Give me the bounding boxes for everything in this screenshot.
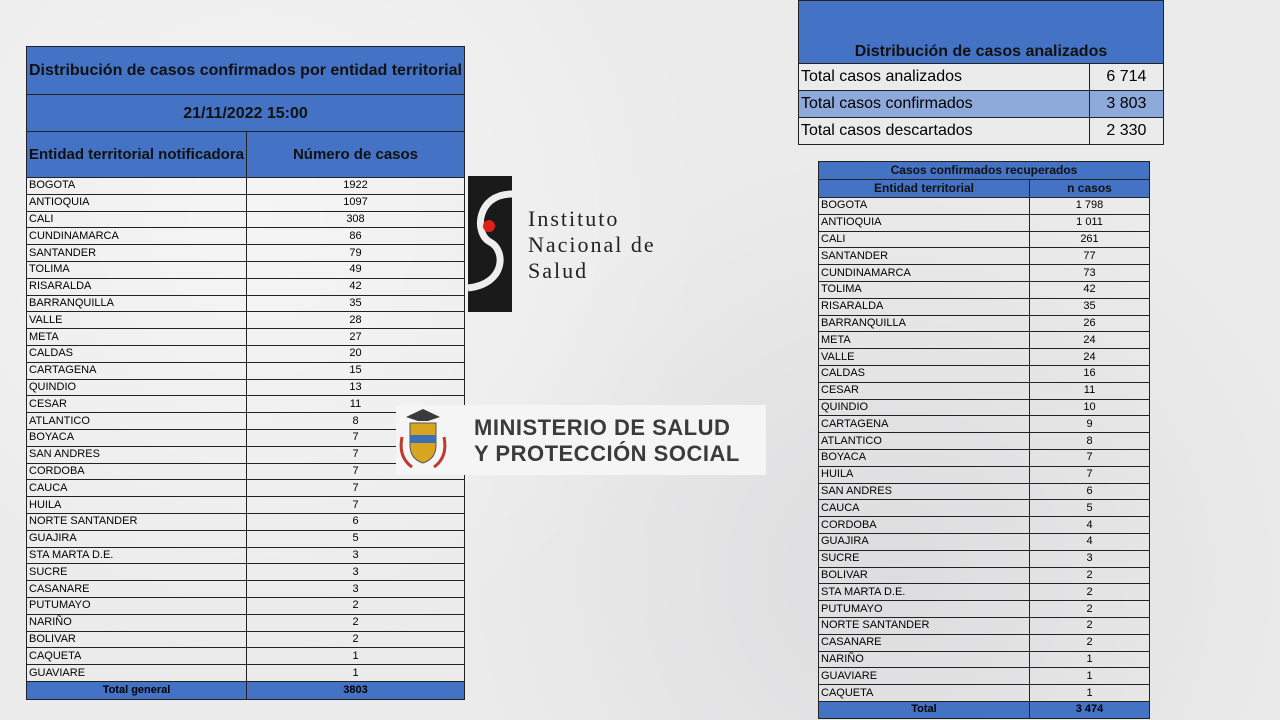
table-row (27, 345, 465, 362)
entity-name: BOYACA (819, 449, 1030, 466)
entity-name: SUCRE (819, 550, 1030, 567)
case-count: 3 (1030, 550, 1150, 567)
entity-name: BOLIVAR (27, 631, 247, 648)
entity-name: SAN ANDRES (27, 446, 247, 463)
col-header-entity: Entidad territorial (819, 180, 1030, 198)
table-row (819, 466, 1150, 483)
entity-name: BOGOTA (27, 178, 247, 195)
entity-name: META (27, 329, 247, 346)
case-count: 15 (247, 362, 465, 379)
entity-name: Total casos descartados (799, 118, 1090, 145)
table-row (819, 517, 1150, 534)
ministry-line-1: MINISTERIO DE SALUD (474, 415, 731, 440)
case-count: 13 (247, 379, 465, 396)
case-count: 7 (247, 497, 465, 514)
entity-name: CALI (819, 231, 1030, 248)
ins-line-2: Nacional de (528, 232, 656, 257)
table-row (27, 228, 465, 245)
case-count: 2 (1030, 567, 1150, 584)
table-title: Distribución de casos analizados (799, 1, 1164, 64)
table-row (27, 295, 465, 312)
entity-name: NORTE SANTANDER (819, 617, 1030, 634)
entity-name: SAN ANDRES (819, 483, 1030, 500)
table-row (819, 685, 1150, 702)
case-count: 24 (1030, 332, 1150, 349)
case-count: 261 (1030, 231, 1150, 248)
table-row (819, 584, 1150, 601)
entity-name: CAUCA (819, 500, 1030, 517)
case-count: 1 (1030, 668, 1150, 685)
entity-name: ATLANTICO (819, 433, 1030, 450)
case-count: 2 (1030, 601, 1150, 618)
entity-name: PUTUMAYO (819, 601, 1030, 618)
case-count: 1 011 (1030, 214, 1150, 231)
entity-name: BARRANQUILLA (819, 315, 1030, 332)
ins-emblem-icon (466, 176, 516, 312)
case-count: 2 330 (1089, 118, 1163, 145)
entity-name: STA MARTA D.E. (819, 584, 1030, 601)
case-count: 6 714 (1089, 64, 1163, 91)
entity-name: CALDAS (27, 345, 247, 362)
table-row (27, 614, 465, 631)
case-count: 2 (247, 597, 465, 614)
case-count: 1 (1030, 651, 1150, 668)
table-row (819, 500, 1150, 517)
recovered-cases-table (818, 161, 1150, 719)
table-row (819, 248, 1150, 265)
coat-of-arms-icon (398, 407, 448, 473)
case-count: 3 (247, 547, 465, 564)
table-row (799, 91, 1164, 118)
table-row (819, 416, 1150, 433)
entity-name: CARTAGENA (27, 362, 247, 379)
ministry-line-2: Y PROTECCIÓN SOCIAL (474, 441, 740, 466)
case-count: 77 (1030, 248, 1150, 265)
entity-name: ANTIOQUIA (27, 194, 247, 211)
case-count: 49 (247, 261, 465, 278)
table-row (27, 648, 465, 665)
table-row (819, 601, 1150, 618)
case-count: 2 (247, 631, 465, 648)
entity-name: ATLANTICO (27, 413, 247, 430)
case-count: 27 (247, 329, 465, 346)
entity-name: BARRANQUILLA (27, 295, 247, 312)
ministry-logo (396, 405, 766, 475)
case-count: 11 (1030, 382, 1150, 399)
case-count: 73 (1030, 265, 1150, 282)
table-row (27, 581, 465, 598)
entity-name: CASANARE (819, 634, 1030, 651)
case-count: 10 (1030, 399, 1150, 416)
entity-name: Total casos confirmados (799, 91, 1090, 118)
entity-name: CAQUETA (27, 648, 247, 665)
entity-name: CAQUETA (819, 685, 1030, 702)
entity-name: CASANARE (27, 581, 247, 598)
case-count: 35 (1030, 298, 1150, 315)
entity-name: CUNDINAMARCA (819, 265, 1030, 282)
table-row (27, 312, 465, 329)
entity-name: CESAR (819, 382, 1030, 399)
entity-name: QUINDIO (819, 399, 1030, 416)
case-count: 7 (247, 446, 465, 463)
table-title: Distribución de casos confirmados por entidad territorial (27, 47, 465, 95)
table-row (819, 533, 1150, 550)
table-row (819, 617, 1150, 634)
entity-name: META (819, 332, 1030, 349)
total-label: Total general (27, 681, 247, 699)
table-row (799, 118, 1164, 145)
case-count: 6 (1030, 483, 1150, 500)
case-count: 79 (247, 245, 465, 262)
case-count: 20 (247, 345, 465, 362)
entity-name: RISARALDA (27, 278, 247, 295)
table-row (27, 597, 465, 614)
case-count: 4 (1030, 517, 1150, 534)
case-count: 1922 (247, 178, 465, 195)
col-header-cases: n casos (1030, 180, 1150, 198)
entity-name: PUTUMAYO (27, 597, 247, 614)
table-row (27, 362, 465, 379)
entity-name: VALLE (819, 349, 1030, 366)
table-row (27, 178, 465, 195)
table-row (27, 480, 465, 497)
case-count: 2 (1030, 584, 1150, 601)
case-count: 2 (247, 614, 465, 631)
entity-name: SUCRE (27, 564, 247, 581)
ins-line-3: Salud (528, 258, 589, 283)
table-row (819, 550, 1150, 567)
entity-name: CARTAGENA (819, 416, 1030, 433)
table-row (819, 281, 1150, 298)
entity-name: HUILA (27, 497, 247, 514)
entity-name: TOLIMA (27, 261, 247, 278)
entity-name: CESAR (27, 396, 247, 413)
entity-name: SANTANDER (27, 245, 247, 262)
table-row (27, 278, 465, 295)
table-row (819, 668, 1150, 685)
table-row (819, 365, 1150, 382)
case-count: 86 (247, 228, 465, 245)
case-count: 2 (1030, 617, 1150, 634)
ins-logo (466, 176, 706, 312)
table-date: 21/11/2022 15:00 (27, 95, 465, 132)
case-count: 308 (247, 211, 465, 228)
table-row (819, 483, 1150, 500)
case-count: 4 (1030, 533, 1150, 550)
col-header-entity: Entidad territorial notificadora (27, 132, 247, 178)
case-count: 8 (247, 413, 465, 430)
entity-name: ANTIOQUIA (819, 214, 1030, 231)
table-row (819, 433, 1150, 450)
entity-name: QUINDIO (27, 379, 247, 396)
entity-name: STA MARTA D.E. (27, 547, 247, 564)
case-count: 1 (247, 648, 465, 665)
entity-name: CORDOBA (819, 517, 1030, 534)
case-count: 7 (247, 463, 465, 480)
case-count: 26 (1030, 315, 1150, 332)
table-row (819, 198, 1150, 215)
table-title: Casos confirmados recuperados (819, 162, 1150, 180)
table-row (27, 211, 465, 228)
entity-name: BOYACA (27, 429, 247, 446)
entity-name: SANTANDER (819, 248, 1030, 265)
col-header-cases: Número de casos (247, 132, 465, 178)
entity-name: CAUCA (27, 480, 247, 497)
case-count: 7 (247, 480, 465, 497)
table-row (819, 315, 1150, 332)
total-value: 3 474 (1030, 701, 1150, 718)
entity-name: VALLE (27, 312, 247, 329)
case-count: 3 (247, 581, 465, 598)
table-row (819, 332, 1150, 349)
table-row (27, 564, 465, 581)
entity-name: GUAJIRA (27, 530, 247, 547)
table-row (27, 513, 465, 530)
entity-name: CALDAS (819, 365, 1030, 382)
case-count: 3 803 (1089, 91, 1163, 118)
table-row (27, 379, 465, 396)
table-row (819, 265, 1150, 282)
case-count: 3 (247, 564, 465, 581)
entity-name: CUNDINAMARCA (27, 228, 247, 245)
entity-name: RISARALDA (819, 298, 1030, 315)
table-row (819, 214, 1150, 231)
case-count: 42 (1030, 281, 1150, 298)
case-count: 1 (247, 665, 465, 682)
table-row (819, 298, 1150, 315)
case-count: 5 (247, 530, 465, 547)
case-count: 2 (1030, 634, 1150, 651)
table-row (27, 194, 465, 211)
table-row (27, 497, 465, 514)
case-count: 8 (1030, 433, 1150, 450)
entity-name: HUILA (819, 466, 1030, 483)
table-row (819, 449, 1150, 466)
case-count: 16 (1030, 365, 1150, 382)
table-row (27, 329, 465, 346)
case-count: 24 (1030, 349, 1150, 366)
entity-name: BOGOTA (819, 198, 1030, 215)
entity-name: GUAVIARE (819, 668, 1030, 685)
entity-name: Total casos analizados (799, 64, 1090, 91)
entity-name: NARIÑO (819, 651, 1030, 668)
entity-name: NORTE SANTANDER (27, 513, 247, 530)
table-row (27, 631, 465, 648)
table-row (819, 349, 1150, 366)
table-row (819, 399, 1150, 416)
table-row (27, 261, 465, 278)
case-count: 6 (247, 513, 465, 530)
entity-name: BOLIVAR (819, 567, 1030, 584)
table-row (27, 245, 465, 262)
case-count: 11 (247, 396, 465, 413)
case-count: 35 (247, 295, 465, 312)
case-count: 1097 (247, 194, 465, 211)
ins-line-1: Instituto (528, 206, 620, 231)
case-count: 42 (247, 278, 465, 295)
case-count: 9 (1030, 416, 1150, 433)
entity-name: CORDOBA (27, 463, 247, 480)
table-row (819, 382, 1150, 399)
table-row (819, 231, 1150, 248)
entity-name: CALI (27, 211, 247, 228)
analyzed-cases-table (798, 0, 1164, 145)
table-row (819, 651, 1150, 668)
entity-name: GUAVIARE (27, 665, 247, 682)
entity-name: GUAJIRA (819, 533, 1030, 550)
case-count: 7 (247, 429, 465, 446)
total-value: 3803 (247, 681, 465, 699)
case-count: 28 (247, 312, 465, 329)
entity-name: TOLIMA (819, 281, 1030, 298)
case-count: 1 798 (1030, 198, 1150, 215)
table-row (819, 634, 1150, 651)
table-row (27, 530, 465, 547)
table-row (799, 64, 1164, 91)
case-count: 7 (1030, 449, 1150, 466)
table-row (27, 547, 465, 564)
entity-name: NARIÑO (27, 614, 247, 631)
confirmed-cases-table (26, 46, 465, 700)
case-count: 5 (1030, 500, 1150, 517)
table-row (27, 665, 465, 682)
case-count: 1 (1030, 685, 1150, 702)
total-label: Total (819, 701, 1030, 718)
table-row (819, 567, 1150, 584)
case-count: 7 (1030, 466, 1150, 483)
